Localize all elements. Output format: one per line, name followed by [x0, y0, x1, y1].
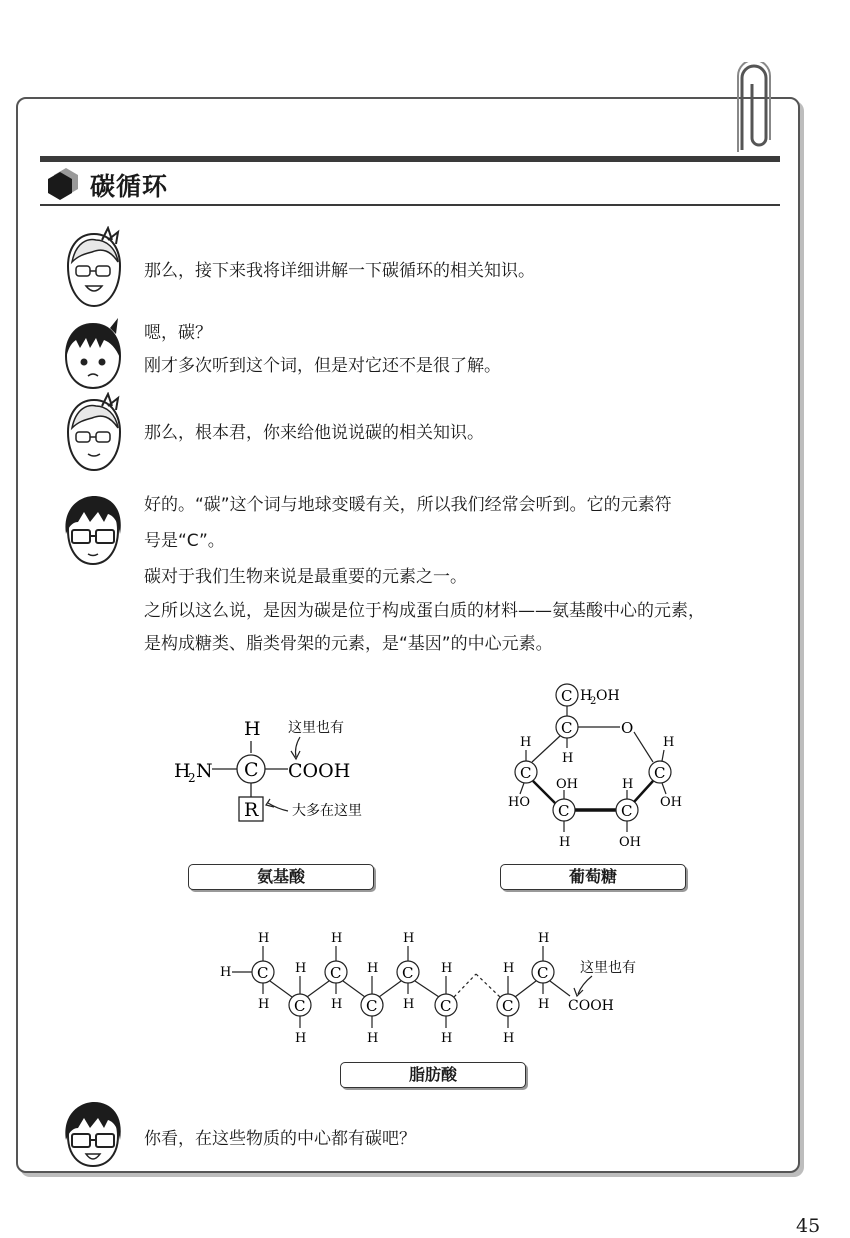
svg-text:H: H: [367, 1031, 379, 1046]
svg-text:H: H: [295, 1031, 307, 1046]
section-title: 碳循环: [90, 172, 169, 201]
svg-text:H: H: [331, 997, 343, 1012]
amino-acid-structure: [160, 705, 420, 835]
amino-cooh-label: COOH: [288, 760, 351, 782]
dialogue-line-2b: 刚才多次听到这个词，但是对它还不是很了解。: [144, 356, 501, 376]
svg-text:C: C: [621, 802, 633, 820]
svg-text:H: H: [258, 931, 270, 946]
svg-text:H: H: [367, 961, 379, 976]
svg-text:H: H: [538, 931, 550, 946]
svg-text:H: H: [503, 961, 515, 976]
amino-h2n-sub: 2: [188, 771, 196, 785]
svg-text:C: C: [402, 964, 414, 982]
dialogue-line-4e: 是构成糖类、脂类骨架的元素，是“基因”的中心元素。: [144, 634, 553, 654]
svg-text:C: C: [330, 964, 342, 982]
svg-text:C: C: [537, 964, 549, 982]
dialogue-line-3: 那么，根本君，你来给他说说碳的相关知识。: [144, 423, 484, 443]
dialogue-line-4d: 之所以这么说，是因为碳是位于构成蛋白质的材料——氨基酸中心的元素，: [144, 601, 705, 621]
paperclip-icon: [728, 62, 778, 154]
amino-r-group: R: [244, 799, 259, 821]
svg-text:H: H: [403, 931, 415, 946]
amino-note-side: 大多在这里: [292, 803, 362, 819]
amino-h2n-n: N: [196, 760, 213, 782]
svg-text:H: H: [622, 777, 634, 792]
svg-text:OH: OH: [619, 835, 641, 850]
dialogue-line-4c: 碳对于我们生物来说是最重要的元素之一。: [144, 567, 467, 587]
svg-text:H: H: [580, 688, 593, 704]
amino-note-top: 这里也有: [288, 720, 344, 736]
page-number: 45: [796, 1215, 821, 1237]
svg-text:C: C: [654, 764, 666, 782]
dialogue-line-4b: 号是“C”。: [144, 531, 225, 551]
svg-text:C: C: [520, 764, 532, 782]
svg-text:C: C: [440, 997, 452, 1015]
dialogue-line-5: 你看，在这些物质的中心都有碳吧？: [144, 1129, 416, 1149]
svg-text:H: H: [220, 965, 232, 980]
caption-fatty-acid: 脂肪酸: [340, 1062, 526, 1088]
amino-center-carbon: C: [244, 759, 259, 781]
svg-text:OH: OH: [596, 688, 620, 704]
fatty-acid-chain-structure: [218, 922, 678, 1052]
avatar-girl-glasses-calm: [62, 392, 126, 478]
hexagon-icon: [44, 164, 82, 202]
svg-text:H: H: [663, 735, 675, 750]
svg-text:H: H: [503, 1031, 515, 1046]
svg-text:H: H: [295, 961, 307, 976]
svg-text:C: C: [558, 802, 570, 820]
svg-text:2: 2: [590, 696, 597, 707]
svg-text:C: C: [366, 997, 378, 1015]
amino-h2n-h: H: [174, 760, 191, 782]
avatar-boy-glasses: [60, 492, 126, 566]
svg-text:H: H: [331, 931, 343, 946]
svg-text:H: H: [258, 997, 270, 1012]
header-rule: [40, 156, 780, 162]
fatty-note: 这里也有: [580, 960, 636, 976]
svg-text:C: C: [561, 719, 573, 737]
svg-text:H: H: [562, 751, 574, 766]
dialogue-line-2a: 嗯，碳？: [144, 323, 212, 343]
amino-h-label: H: [244, 718, 261, 740]
dialogue-line-1: 那么，接下来我将详细讲解一下碳循环的相关知识。: [144, 261, 535, 281]
svg-text:OH: OH: [660, 795, 682, 810]
svg-text:OH: OH: [556, 777, 578, 792]
svg-text:H: H: [520, 735, 532, 750]
svg-text:H: H: [403, 997, 415, 1012]
svg-text:H: H: [441, 961, 453, 976]
header-underline: [40, 204, 780, 206]
avatar-girl-glasses: [62, 226, 126, 314]
glucose-c6: C: [561, 687, 573, 705]
svg-text:C: C: [294, 997, 306, 1015]
avatar-dark-hair: [60, 318, 126, 390]
svg-text:H: H: [441, 1031, 453, 1046]
fatty-cooh-label: COOH: [568, 998, 614, 1014]
caption-glucose: 葡萄糖: [500, 864, 686, 890]
svg-text:H: H: [538, 997, 550, 1012]
caption-amino-acid: 氨基酸: [188, 864, 374, 890]
dialogue-line-4a: 好的。“碳”这个词与地球变暖有关，所以我们经常会听到。它的元素符: [144, 495, 672, 515]
svg-text:HO: HO: [508, 795, 530, 810]
svg-text:C: C: [502, 997, 514, 1015]
glucose-ring-oxygen: O: [621, 719, 634, 737]
glucose-ring-structure: [500, 678, 700, 856]
svg-text:H: H: [559, 835, 571, 850]
fatty-carbon: C: [257, 964, 269, 982]
avatar-boy-glasses-talking: [60, 1098, 126, 1168]
